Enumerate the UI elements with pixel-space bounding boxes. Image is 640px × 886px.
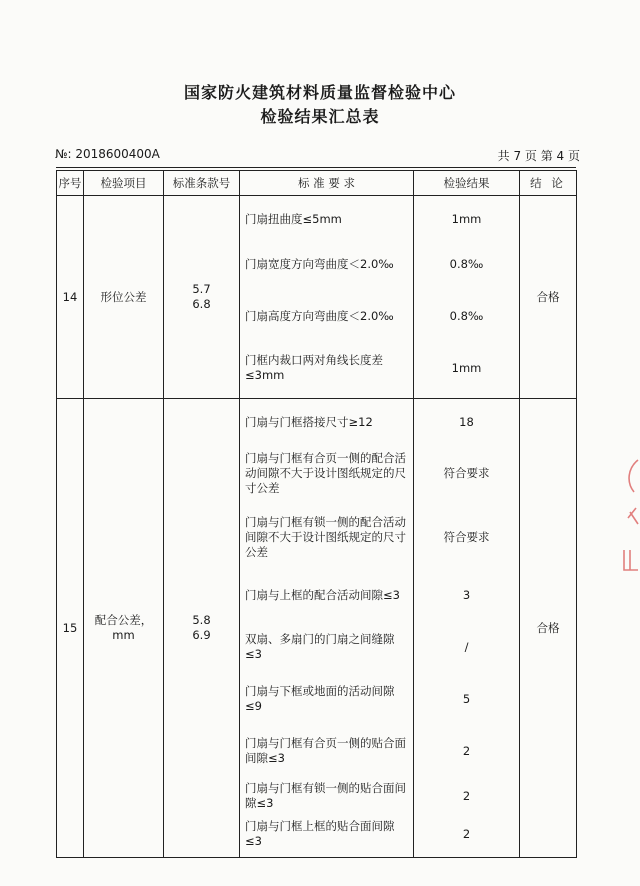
- clause-line: 5.7: [192, 282, 211, 296]
- row-clause: [164, 196, 240, 399]
- row-conclusion: 合格: [520, 196, 577, 399]
- document-subtitle: 检验结果汇总表: [260, 107, 380, 126]
- header-rule: [56, 167, 576, 168]
- table-row: [57, 399, 577, 858]
- requirement-text: 门扇与下框或地面的活动间隙≤9: [245, 684, 395, 713]
- document-title: 国家防火建筑材料质量监督检验中心: [183, 83, 456, 102]
- row-conclusion: 合格: [520, 399, 577, 858]
- header-result: 检验结果: [414, 171, 520, 196]
- result-value: 符合要求: [443, 466, 490, 480]
- table-header-row: [57, 171, 577, 196]
- header-clause: 标准条款号: [164, 171, 240, 196]
- header-item: 检验项目: [84, 171, 164, 196]
- report-number: №: 2018600400A: [55, 147, 160, 161]
- stamp-stroke: [628, 508, 638, 524]
- result-value: 3: [462, 588, 471, 602]
- row-results: [414, 196, 520, 399]
- row-number: 15: [57, 399, 84, 858]
- stamp-stroke: [629, 460, 638, 492]
- results-table: [56, 170, 577, 858]
- header-no: 序号: [57, 171, 84, 196]
- requirement-text: 门扇与门框上框的贴合面间隙≤3: [245, 819, 395, 848]
- requirement-text: 门扇与门框有锁一侧的配合活动间隙不大于设计图纸规定的尺寸公差: [245, 514, 406, 559]
- requirement-text: 门扇与门框搭接尺寸≥12: [245, 414, 373, 429]
- row-number: 14: [57, 196, 84, 399]
- stamp-mark: [618, 458, 640, 578]
- row-clause: [164, 399, 240, 858]
- row-item: 配合公差，mm: [84, 399, 164, 858]
- row-results: [414, 399, 520, 858]
- result-value: 18: [459, 415, 474, 429]
- clause-line: 5.8: [192, 613, 211, 627]
- stamp-stroke: [624, 550, 638, 570]
- result-value: 1mm: [451, 212, 482, 226]
- page-indicator: 共 7 页 第 4 页: [497, 149, 580, 163]
- row-requirements: [240, 399, 414, 858]
- result-value: 1mm: [451, 361, 482, 375]
- result-value: 5: [462, 692, 471, 706]
- result-value: 2: [462, 789, 471, 803]
- clause-line: 6.9: [192, 628, 211, 642]
- requirement-text: 双扇、多扇门的门扇之间缝隙≤3: [245, 632, 395, 661]
- row-item: 形位公差: [84, 196, 164, 399]
- clause-line: 6.8: [192, 297, 211, 311]
- result-value: 2: [462, 827, 471, 841]
- result-value: 0.8‰: [449, 309, 484, 323]
- row-requirements: [240, 196, 414, 399]
- requirement-text: 门扇扭曲度≤5mm: [245, 211, 342, 226]
- requirement-text: 门扇与上框的配合活动间隙≤3: [245, 587, 400, 602]
- requirement-text: 门扇与门框有合页一侧的贴合面间隙≤3: [245, 736, 406, 765]
- result-value: /: [464, 640, 469, 654]
- requirement-text: 门框内裁口两对角线长度差≤3mm: [245, 353, 383, 382]
- requirement-text: 门扇与门框有合页一侧的配合活动间隙不大于设计图纸规定的尺寸公差: [245, 450, 406, 495]
- header-requirement: 标 准 要 求: [240, 171, 414, 196]
- result-value: 2: [462, 744, 471, 758]
- table-row: [57, 196, 577, 399]
- header-conclusion: 结 论: [520, 171, 577, 196]
- result-value: 符合要求: [443, 530, 490, 544]
- result-value: 0.8‰: [449, 257, 484, 271]
- requirement-text: 门扇与门框有锁一侧的贴合面间隙≤3: [245, 781, 406, 810]
- requirement-text: 门扇高度方向弯曲度＜2.0‰: [245, 308, 394, 323]
- requirement-text: 门扇宽度方向弯曲度＜2.0‰: [245, 256, 394, 271]
